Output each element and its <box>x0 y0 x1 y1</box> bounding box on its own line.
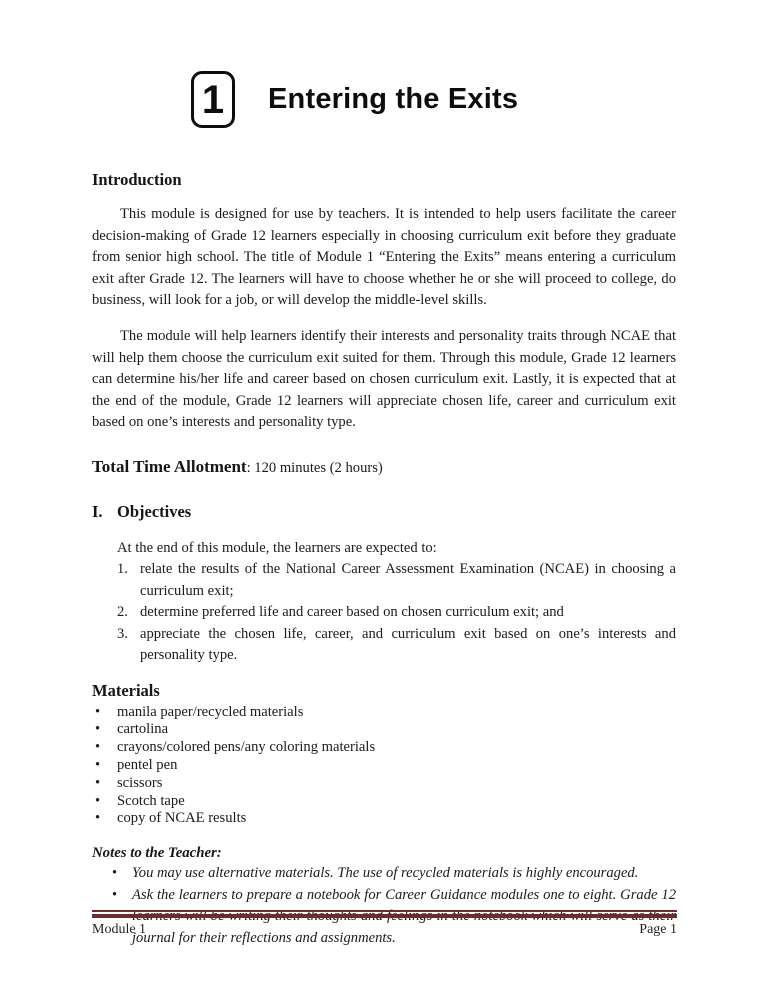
list-item-text: You may use alternative materials. The use of recycled materials is highly encouraged. <box>132 865 639 882</box>
footer-page-number: Page 1 <box>639 922 677 937</box>
list-item <box>92 602 676 624</box>
list-item-number: 3. <box>117 625 128 642</box>
bullet-marker: • <box>112 865 118 882</box>
bullet-marker: • <box>112 886 118 903</box>
list-item-text: crayons/colored pens/any coloring materials <box>117 739 376 756</box>
bullet-marker: • <box>95 792 101 809</box>
objectives-heading <box>92 502 676 522</box>
materials-list <box>92 704 676 829</box>
materials-heading: Materials <box>92 680 160 700</box>
time-allotment-line <box>92 457 676 477</box>
objectives-heading-label: Objectives <box>117 501 192 521</box>
list-item-number: 1. <box>117 561 128 578</box>
list-item-text: relate the results of the National Career Assessment Examination (NCAE) in choosing a curriculum exit; <box>140 561 676 599</box>
bullet-marker: • <box>95 739 101 756</box>
list-item-text: Ask the learners to prepare a notebook for Career Guidance modules one to eight. Grade 12 learners will be writing their thoughts and feelings in the notebook which will serve as their journal for their reflections and assignments. <box>132 886 676 946</box>
list-item <box>92 810 676 828</box>
list-item-text: copy of NCAE results <box>117 810 247 827</box>
time-allotment-label: Total Time Allotment <box>92 456 247 476</box>
list-item <box>92 775 676 793</box>
page-footer <box>92 910 677 938</box>
module-number-box <box>191 71 235 128</box>
introduction-paragraph: This module is designed for use by teachers. It is intended to help users facilitate the career decision-making of Grade 12 learners especially in choosing curriculum exit before they graduate from senior high school. The title of Module 1 “Entering the Exits” means entering a curriculum exit after Grade 12. The learners will have to choose whether he or she will proceed to college, do business, will look for a job, or will develop the middle-level skills. <box>92 206 676 308</box>
bullet-marker: • <box>95 756 101 773</box>
list-item-text: pentel pen <box>117 756 178 773</box>
module-number: 1 <box>201 77 225 122</box>
list-item-number: 2. <box>117 604 128 621</box>
list-item-text: determine preferred life and career based on chosen curriculum exit; and <box>140 604 564 621</box>
bullet-marker: • <box>95 703 101 720</box>
list-item-text: scissors <box>117 774 163 791</box>
list-item <box>92 624 676 667</box>
list-item <box>92 704 676 722</box>
time-allotment-value: : 120 minutes (2 hours) <box>246 459 383 476</box>
objectives-intro: At the end of this module, the learners are expected to: <box>117 539 437 556</box>
notes-heading: Notes to the Teacher: <box>92 845 222 862</box>
bullet-marker: • <box>95 721 101 738</box>
objectives-roman-numeral: I. <box>92 501 103 521</box>
footer-rule <box>92 910 677 918</box>
list-item <box>92 793 676 811</box>
list-item-text: cartolina <box>117 721 169 738</box>
list-item <box>92 559 676 602</box>
objectives-list <box>92 559 676 667</box>
list-item <box>92 721 676 739</box>
list-item-text: appreciate the chosen life, career, and curriculum exit based on one’s interests and personality type. <box>140 625 676 664</box>
introduction-paragraph: The module will help learners identify their interests and personality traits through NCAE that will help them choose the curriculum exit suited for them. Through this module, Grade 12 learners can determine his/her life and career based on chosen curriculum exit. Lastly, it is expected that at the end of the module, Grade 12 learners will appreciate chosen life, career and curriculum exit based on one’s interests and personality type. <box>92 328 676 431</box>
introduction-heading: Introduction <box>92 170 182 189</box>
footer-text <box>92 922 677 938</box>
page-title: Entering the Exits <box>268 83 519 115</box>
footer-module-label: Module 1 <box>92 922 147 937</box>
list-item <box>92 739 676 757</box>
list-item-text: manila paper/recycled materials <box>117 703 304 720</box>
list-item <box>92 863 676 885</box>
list-item <box>92 757 676 775</box>
list-item-text: Scotch tape <box>117 792 185 809</box>
bullet-marker: • <box>95 774 101 791</box>
bullet-marker: • <box>95 810 101 827</box>
module-header <box>191 71 676 128</box>
